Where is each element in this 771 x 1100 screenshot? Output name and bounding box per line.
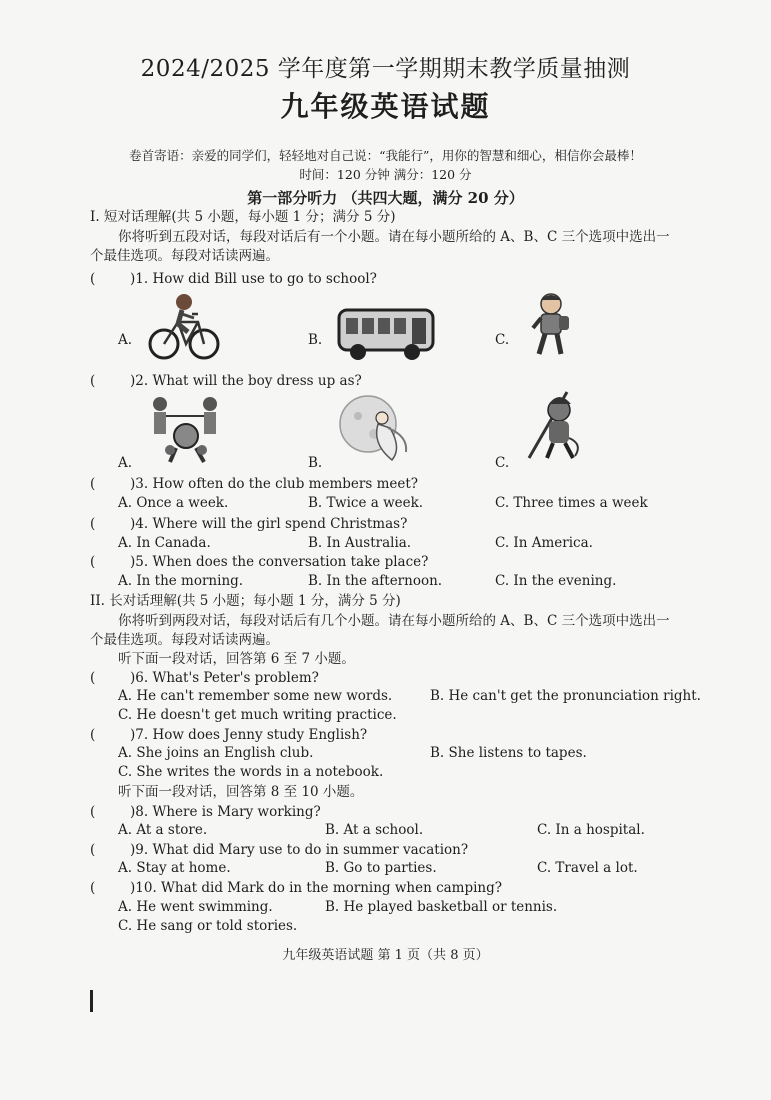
question-stem: )8. Where is Mary working?	[130, 804, 321, 820]
question-stem: )1. How did Bill use to go to school?	[130, 271, 377, 287]
answer-paren[interactable]: (	[90, 880, 96, 896]
exam-subtitle: 九年级英语试题	[280, 90, 491, 123]
section2-instruction-2: 个最佳选项。每段对话读两遍。	[90, 632, 279, 648]
lion-dance-crowd-icon	[148, 392, 224, 464]
answer-paren[interactable]: (	[90, 373, 96, 389]
page-footer: 九年级英语试题 第 1 页（共 8 页）	[282, 948, 489, 963]
q4-option-c[interactable]: C. In America.	[495, 535, 593, 551]
q4-option-b[interactable]: B. In Australia.	[308, 535, 412, 551]
walking-boy-icon	[527, 292, 577, 360]
question-8	[90, 803, 321, 821]
q2-option-a-label: A.	[118, 455, 133, 471]
q8-option-c[interactable]: C. In a hospital.	[537, 822, 645, 838]
q9-option-b[interactable]: B. Go to parties.	[325, 860, 437, 876]
section1-instruction-1: 你将听到五段对话，每段对话后有一个小题。请在每小题所给的 A、B、C 三个选项中选出一	[118, 229, 670, 245]
answer-paren[interactable]: (	[90, 271, 96, 287]
q2-option-b-label: B.	[308, 455, 323, 471]
answer-paren[interactable]: (	[90, 476, 96, 492]
bus-icon	[336, 306, 436, 362]
question-5	[90, 553, 428, 571]
q3-option-c[interactable]: C. Three times a week	[495, 495, 648, 511]
lead-text-6-7: 听下面一段对话，回答第 6 至 7 小题。	[118, 651, 355, 667]
q6-option-b[interactable]: B. He can't get the pronunciation right.	[430, 688, 701, 704]
question-stem: )10. What did Mark do in the morning when camping?	[130, 880, 503, 896]
question-stem: )5. When does the conversation take place?	[130, 554, 429, 570]
question-stem: )3. How often do the club members meet?	[130, 476, 419, 492]
q5-option-c[interactable]: C. In the evening.	[495, 573, 617, 589]
question-stem: )9. What did Mary use to do in summer vacation?	[130, 842, 469, 858]
q9-option-a[interactable]: A. Stay at home.	[118, 860, 231, 876]
scan-mark	[90, 990, 93, 1012]
q5-option-b[interactable]: B. In the afternoon.	[308, 573, 443, 589]
answer-paren[interactable]: (	[90, 804, 96, 820]
q8-option-a[interactable]: A. At a store.	[118, 822, 208, 838]
time-info: 时间：120 分钟 满分：120 分	[299, 167, 472, 182]
section1-instruction-2: 个最佳选项。每段对话读两遍。	[90, 248, 279, 264]
q6-option-c[interactable]: C. He doesn't get much writing practice.	[118, 707, 397, 723]
answer-paren[interactable]: (	[90, 516, 96, 532]
section1-heading: I. 短对话理解(共 5 小题，每小题 1 分；满分 5 分)	[90, 209, 396, 225]
q10-option-b[interactable]: B. He played basketball or tennis.	[325, 899, 558, 915]
question-2	[90, 372, 362, 390]
section2-heading: II. 长对话理解(共 5 小题；每小题 1 分，满分 5 分)	[90, 593, 401, 609]
answer-paren[interactable]: (	[90, 842, 96, 858]
question-4	[90, 515, 407, 533]
q6-option-a[interactable]: A. He can't remember some new words.	[118, 688, 393, 704]
question-9	[90, 841, 468, 859]
q7-option-a[interactable]: A. She joins an English club.	[118, 745, 314, 761]
answer-paren[interactable]: (	[90, 554, 96, 570]
q5-option-a[interactable]: A. In the morning.	[118, 573, 244, 589]
question-6	[90, 669, 319, 687]
q10-option-a[interactable]: A. He went swimming.	[118, 899, 273, 915]
q2-option-c-label: C.	[495, 455, 510, 471]
question-stem: )7. How does Jenny study English?	[130, 727, 368, 743]
q4-option-a[interactable]: A. In Canada.	[118, 535, 211, 551]
question-3	[90, 475, 418, 493]
answer-paren[interactable]: (	[90, 727, 96, 743]
question-stem: )4. Where will the girl spend Christmas?	[130, 516, 408, 532]
part1-heading: 第一部分听力 （共四大题，满分 20 分）	[247, 189, 524, 207]
question-1	[90, 270, 377, 288]
q1-option-c-label: C.	[495, 332, 510, 348]
q1-option-b-label: B.	[308, 332, 323, 348]
question-7	[90, 726, 367, 744]
answer-paren[interactable]: (	[90, 670, 96, 686]
q1-option-a-label: A.	[118, 332, 133, 348]
motto-text: 卷首寄语：亲爱的同学们，轻轻地对自己说：“我能行”，用你的智慧和细心，相信你会最棒！	[129, 148, 642, 163]
q7-option-c[interactable]: C. She writes the words in a notebook.	[118, 764, 384, 780]
bicycle-rider-icon	[148, 292, 220, 362]
monkey-king-icon	[523, 388, 583, 464]
q10-option-c[interactable]: C. He sang or told stories.	[118, 918, 298, 934]
section2-instruction-1: 你将听到两段对话，每段对话后有几个小题。请在每小题所给的 A、B、C 三个选项中选出一	[118, 613, 670, 629]
question-stem: )6. What's Peter's problem?	[130, 670, 319, 686]
exam-title: 2024/2025 学年度第一学期期末教学质量抽测	[140, 56, 631, 82]
q3-option-b[interactable]: B. Twice a week.	[308, 495, 424, 511]
question-stem: )2. What will the boy dress up as?	[130, 373, 362, 389]
moon-lady-icon	[336, 388, 414, 464]
q3-option-a[interactable]: A. Once a week.	[118, 495, 229, 511]
lead-text-8-10: 听下面一段对话，回答第 8 至 10 小题。	[118, 784, 364, 800]
q7-option-b[interactable]: B. She listens to tapes.	[430, 745, 587, 761]
question-10	[90, 879, 502, 897]
q9-option-c[interactable]: C. Travel a lot.	[537, 860, 638, 876]
q8-option-b[interactable]: B. At a school.	[325, 822, 424, 838]
